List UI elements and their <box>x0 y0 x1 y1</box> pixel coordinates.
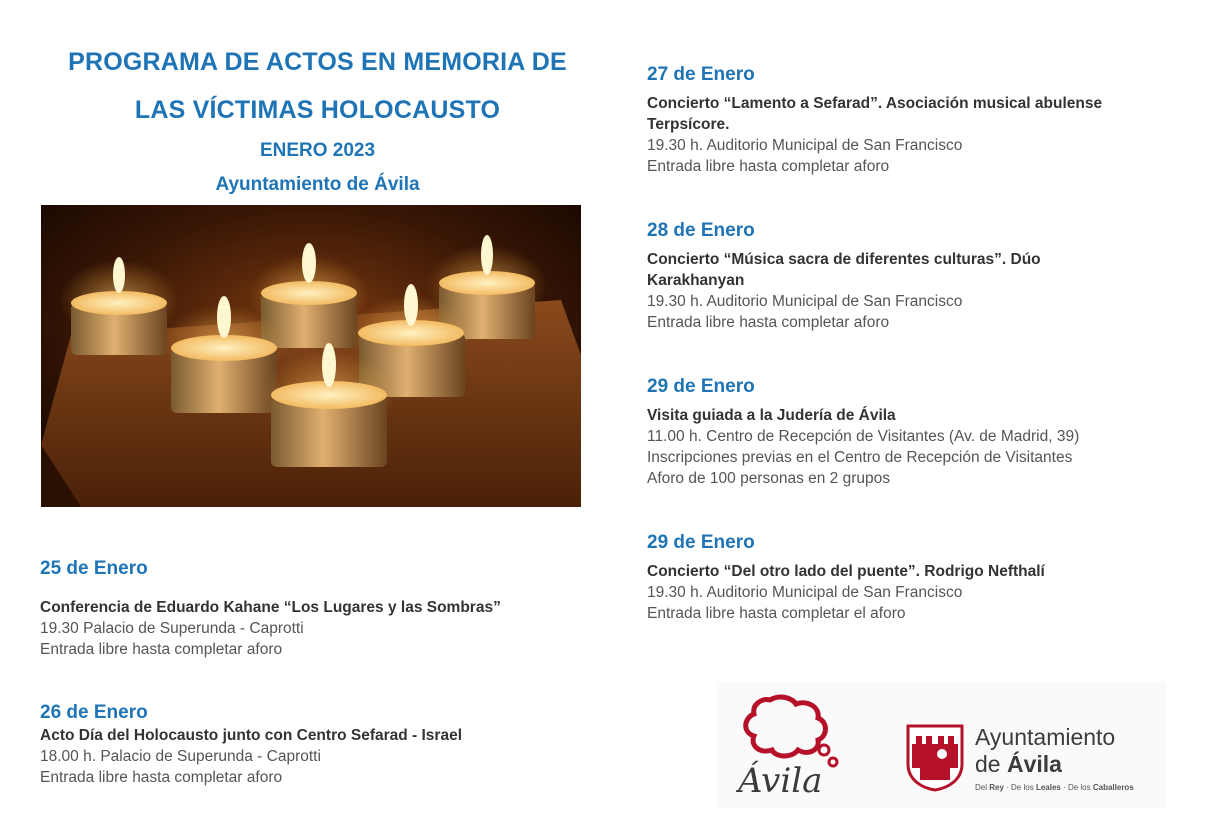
event-date: 27 de Enero <box>647 64 755 85</box>
event-title: Visita guiada a la Judería de Ávila <box>647 407 896 424</box>
motto-part: Del <box>975 783 990 792</box>
brand-line2-bold: Ávila <box>1006 751 1062 777</box>
event-title: Concierto “Música sacra de diferentes culturas”. Dúo <box>647 251 1041 268</box>
event-detail: 11.00 h. Centro de Recepción de Visitantes (Av. de Madrid, 39) <box>647 428 1080 445</box>
event-title: Conferencia de Eduardo Kahane “Los Lugares y las Sombras” <box>40 599 501 616</box>
avila-wordmark: Ávila <box>738 761 823 800</box>
motto-part: · De los <box>1060 783 1093 792</box>
event-detail: 19.30 h. Auditorio Municipal de San Francisco <box>647 293 963 310</box>
event-title: Concierto “Lamento a Sefarad”. Asociación musical abulense <box>647 95 1103 112</box>
event-jan-27 <box>647 63 1187 177</box>
event-detail: Inscripciones previas en el Centro de Recepción de Visitantes <box>647 449 1073 466</box>
motto-part: · De los <box>1003 783 1036 792</box>
ayuntamiento-brand <box>975 724 1134 794</box>
event-detail: Entrada libre hasta completar aforo <box>40 769 283 786</box>
event-jan-29-visit <box>647 375 1187 489</box>
motto-part: Rey <box>989 783 1004 792</box>
event-title-cont: Terpsícore. <box>647 116 730 133</box>
event-jan-25 <box>40 557 600 660</box>
event-title-cont: Karakhanyan <box>647 272 745 289</box>
event-detail: Entrada libre hasta completar el aforo <box>647 605 906 622</box>
motto-part: Leales <box>1035 783 1061 792</box>
event-date: 29 de Enero <box>647 376 755 397</box>
brand-motto <box>975 782 1134 794</box>
event-jan-26 <box>40 701 600 788</box>
event-detail: 19.30 h. Auditorio Municipal de San Francisco <box>647 137 963 154</box>
event-detail: 19.30 h. Auditorio Municipal de San Francisco <box>647 584 963 601</box>
event-jan-28 <box>647 219 1187 333</box>
coat-of-arms-icon <box>906 724 964 792</box>
brand-line2-prefix: de <box>975 751 1007 777</box>
motto-part: Caballeros <box>1092 783 1134 792</box>
event-title: Acto Día del Holocausto junto con Centro Sefarad - Israel <box>40 727 463 744</box>
brand-line2 <box>975 750 1134 778</box>
avila-logo <box>736 692 846 800</box>
event-detail: Entrada libre hasta completar aforo <box>647 158 890 175</box>
page-title-line1: PROGRAMA DE ACTOS EN MEMORIA DE <box>68 48 567 76</box>
event-date: 25 de Enero <box>40 558 148 579</box>
candle-1 <box>59 257 179 355</box>
page-title-line2: LAS VÍCTIMAS HOLOCAUSTO <box>134 96 501 124</box>
organizer: Ayuntamiento de Ávila <box>215 174 420 195</box>
event-date: 28 de Enero <box>647 220 755 241</box>
brand-line1: Ayuntamiento <box>975 724 1116 750</box>
header <box>40 38 595 202</box>
event-detail: 19.30 Palacio de Superunda - Caprotti <box>40 620 304 637</box>
event-detail: Entrada libre hasta completar aforo <box>40 641 283 658</box>
event-date: 29 de Enero <box>647 532 755 553</box>
event-jan-29-concert <box>647 531 1187 624</box>
event-detail: Aforo de 100 personas en 2 grupos <box>647 470 891 487</box>
event-detail: Entrada libre hasta completar aforo <box>647 314 890 331</box>
event-date: 26 de Enero <box>40 702 148 723</box>
event-detail: 18.00 h. Palacio de Superunda - Caprotti <box>40 748 321 765</box>
event-title: Concierto “Del otro lado del puente”. Rodrigo Nefthalí <box>647 563 1045 580</box>
candles-photo <box>41 205 581 507</box>
program-date: ENERO 2023 <box>259 140 376 161</box>
